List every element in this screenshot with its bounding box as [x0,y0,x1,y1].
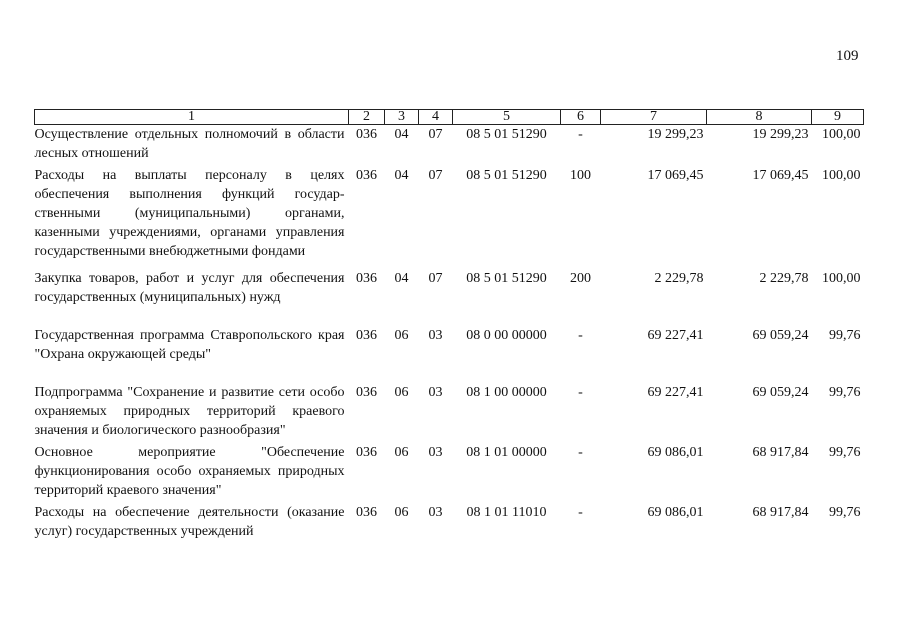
ministry-code: 036 [356,271,377,286]
column-header-8: 8 [707,110,812,125]
target-article-code: 08 1 01 11010 [466,505,547,520]
planned-amount: 2 229,78 [654,271,704,286]
row-name: Подпрограмма "Сохранение и развитие сети особо охраняемых природных территорий краевого значения и биологического разнообразия" [34,385,345,438]
column-header-2: 2 [349,110,385,125]
execution-percent: 100,00 [822,168,861,183]
table-header-row [35,110,864,125]
subsection-code: 07 [428,127,443,142]
row-name: Государственная программа Ставропольского края "Охрана окружающей среды" [34,328,345,362]
execution-percent: 99,76 [829,445,861,460]
planned-amount: 69 086,01 [647,505,704,520]
planned-amount: 19 299,23 [647,127,704,142]
expense-type-code: 100 [570,168,591,183]
expense-type-code: - [578,505,583,520]
section-code: 06 [394,445,409,460]
subsection-code: 07 [428,271,443,286]
target-article-code: 08 0 00 00000 [466,328,547,343]
executed-amount: 19 299,23 [752,127,809,142]
expense-type-code: - [578,385,583,400]
planned-amount: 69 227,41 [647,385,704,400]
expense-type-code: - [578,127,583,142]
target-article-code: 08 1 01 00000 [466,445,547,460]
subsection-code: 03 [428,328,443,343]
page-number: 109 [836,48,859,64]
section-code: 04 [394,271,409,286]
column-header-4: 4 [419,110,453,125]
execution-percent: 100,00 [822,271,861,286]
expense-type-code: - [578,445,583,460]
column-header-5: 5 [453,110,561,125]
ministry-code: 036 [356,505,377,520]
budget-table [34,109,864,541]
row-name: Расходы на выплаты персоналу в целях обеспечения выполнения функций государ-ственными (муниципальными) органами, казенными учреждениями, органами управления государственными внебюджетными фондами [34,168,345,259]
section-code: 04 [394,127,409,142]
table-row [35,125,864,164]
section-code: 04 [394,168,409,183]
executed-amount: 69 059,24 [752,385,809,400]
executed-amount: 68 917,84 [752,445,809,460]
target-article-code: 08 5 01 51290 [466,271,547,286]
subsection-code: 03 [428,385,443,400]
ministry-code: 036 [356,445,377,460]
target-article-code: 08 1 00 00000 [466,385,547,400]
subsection-code: 03 [428,445,443,460]
execution-percent: 99,76 [829,328,861,343]
row-name: Осуществление отдельных полномочий в области лесных отношений [34,127,345,161]
executed-amount: 2 229,78 [759,271,809,286]
planned-amount: 17 069,45 [647,168,704,183]
executed-amount: 69 059,24 [752,328,809,343]
section-code: 06 [394,328,409,343]
expense-type-code: - [578,328,583,343]
column-header-1: 1 [35,110,349,125]
execution-percent: 99,76 [829,505,861,520]
section-code: 06 [394,505,409,520]
table-row [35,326,864,364]
executed-amount: 17 069,45 [752,168,809,183]
ministry-code: 036 [356,127,377,142]
column-header-7: 7 [601,110,707,125]
target-article-code: 08 5 01 51290 [466,127,547,142]
subsection-code: 07 [428,168,443,183]
ministry-code: 036 [356,328,377,343]
expense-type-code: 200 [570,271,591,286]
column-header-9: 9 [812,110,864,125]
table-row [35,269,864,307]
column-header-6: 6 [561,110,601,125]
table-row [35,166,864,261]
executed-amount: 68 917,84 [752,505,809,520]
section-code: 06 [394,385,409,400]
planned-amount: 69 086,01 [647,445,704,460]
execution-percent: 100,00 [822,127,861,142]
target-article-code: 08 5 01 51290 [466,168,547,183]
column-header-3: 3 [385,110,419,125]
table-row [35,503,864,541]
execution-percent: 99,76 [829,385,861,400]
row-name: Основное мероприятие "Обеспечение функционирования особо охраняемых природных территорий краевого значения" [34,445,345,498]
subsection-code: 03 [428,505,443,520]
table-row [35,443,864,500]
table-row [35,383,864,440]
ministry-code: 036 [356,385,377,400]
row-name: Закупка товаров, работ и услуг для обеспечения государственных (муниципальных) нужд [34,271,345,305]
ministry-code: 036 [356,168,377,183]
row-name: Расходы на обеспечение деятельности (оказание услуг) государственных учреждений [34,505,345,539]
planned-amount: 69 227,41 [647,328,704,343]
